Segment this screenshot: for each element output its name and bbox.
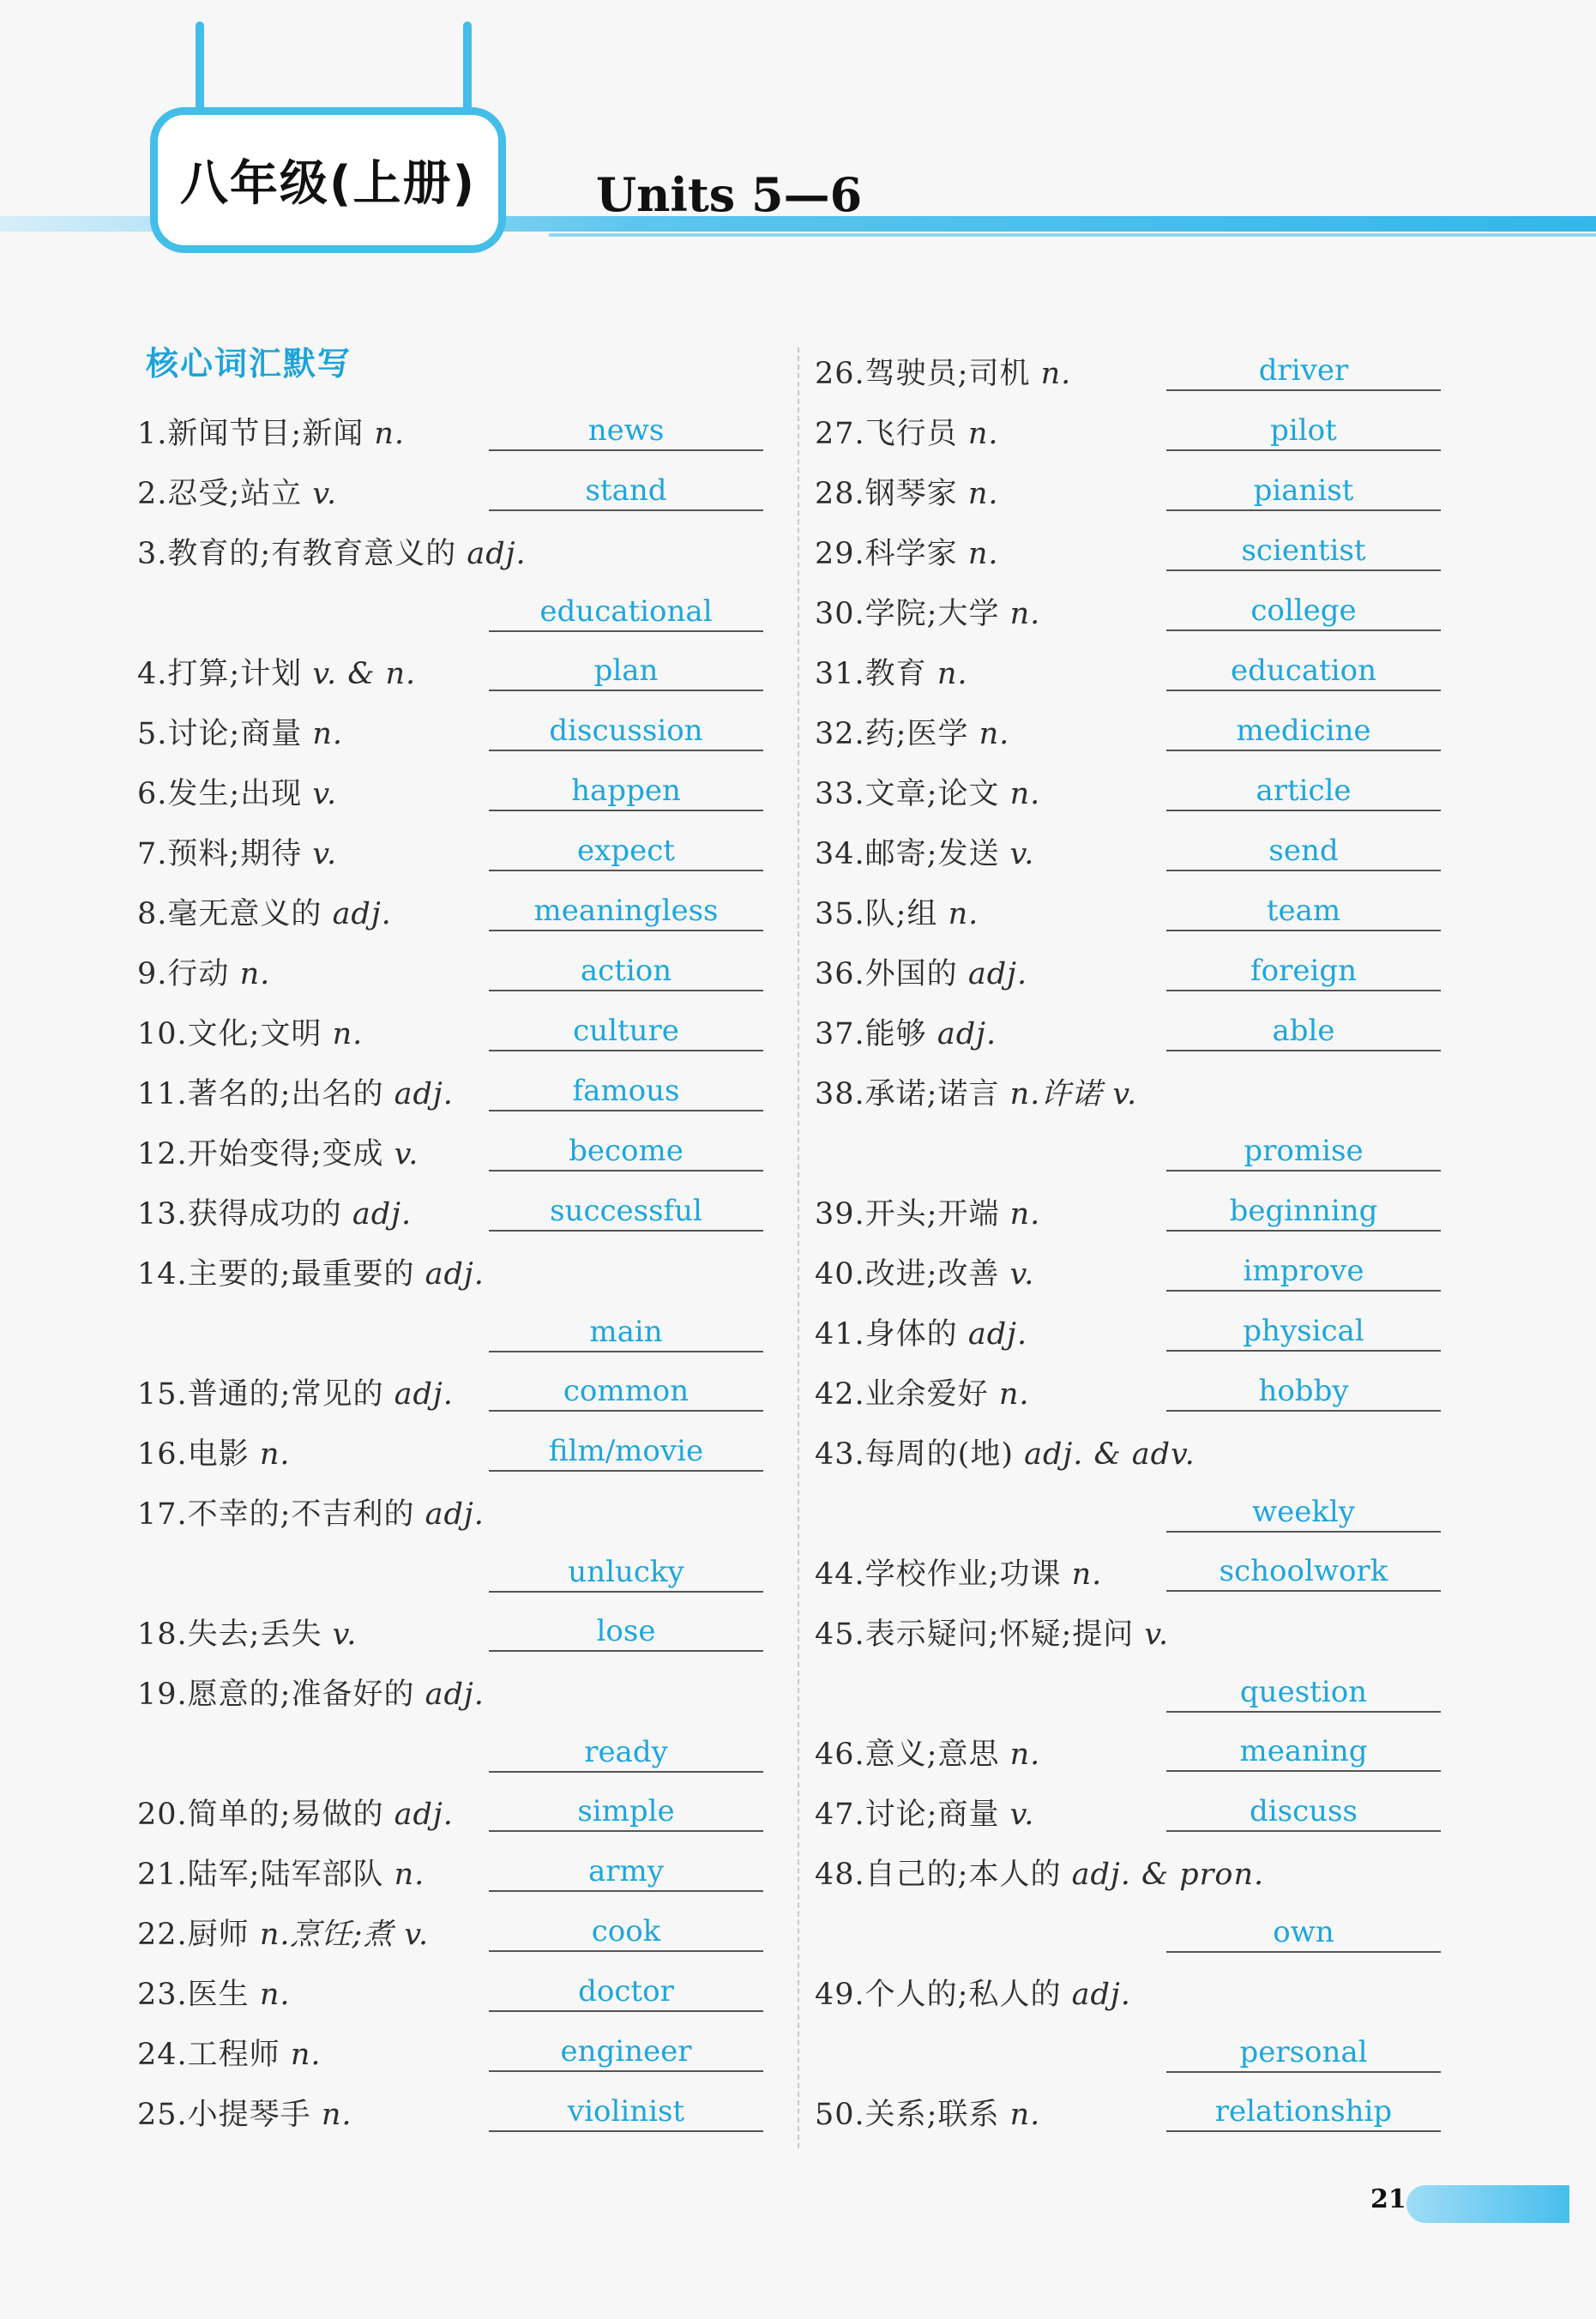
vocab-meaning: 小提琴手 <box>187 2098 311 2132</box>
vocab-number: 40. <box>815 1257 865 1292</box>
vocab-prompt <box>137 1851 425 1894</box>
vocab-prompt <box>137 1911 429 1954</box>
vocab-part-of-speech: adj. & pron. <box>1071 1858 1265 1892</box>
vocab-answer: pianist <box>1166 473 1441 511</box>
vocab-meaning: 学院;大学 <box>864 597 1000 631</box>
vocab-number: 33. <box>815 777 865 811</box>
vocab-part-of-speech: v. <box>1144 1617 1170 1652</box>
vocab-part-of-speech: n. <box>321 2098 352 2132</box>
vocab-prompt <box>815 350 1071 393</box>
vocab-prompt <box>815 1551 1102 1593</box>
vocab-part-of-speech: n. <box>1071 1557 1103 1592</box>
vocab-answer: foreign <box>1166 954 1441 991</box>
vocab-meaning: 邮寄;发送 <box>864 837 1000 871</box>
vocab-number: 5. <box>137 717 168 751</box>
vocab-prompt <box>815 1370 1030 1413</box>
vocab-answer: schoolwork <box>1166 1554 1441 1592</box>
vocab-answer: beginning <box>1166 1194 1441 1232</box>
vocab-prompt <box>815 590 1040 633</box>
vocab-number: 34. <box>815 837 865 871</box>
vocab-part-of-speech: n. <box>1009 1197 1041 1232</box>
vocab-number: 1. <box>137 417 168 451</box>
vocab-prompt <box>815 890 979 933</box>
vocab-prompt <box>137 1250 485 1293</box>
vocab-number: 17. <box>137 1497 188 1532</box>
vocab-prompt <box>137 1130 419 1173</box>
vocab-meaning: 表示疑问;怀疑;提问 <box>864 1617 1135 1652</box>
vocab-meaning: 飞行员 <box>864 417 958 451</box>
vocab-number: 19. <box>137 1678 188 1712</box>
vocab-meaning: 讨论;商量 <box>864 1798 1000 1832</box>
vocab-meaning: 承诺;诺言 <box>864 1077 1000 1111</box>
vocab-meaning: 医生 <box>187 1978 250 2012</box>
vocab-number: 30. <box>815 597 865 631</box>
grade-badge: 八年级(上册) <box>150 107 506 253</box>
vocab-prompt <box>137 1971 291 2014</box>
vocab-number: 47. <box>815 1798 865 1832</box>
vocab-part-of-speech: n. <box>1009 777 1041 811</box>
vocab-answer: hobby <box>1166 1374 1441 1412</box>
vocab-number: 46. <box>815 1738 865 1772</box>
vocab-answer: cook <box>489 1914 763 1952</box>
vocab-part-of-speech: v. <box>312 777 338 811</box>
footer-bar <box>1406 2185 1569 2223</box>
vocab-prompt <box>815 1851 1264 1894</box>
vocab-meaning: 预料;期待 <box>167 837 303 871</box>
vocab-answer: weekly <box>1166 1495 1441 1533</box>
vocab-meaning: 简单的;易做的 <box>187 1798 384 1832</box>
vocab-part-of-speech: n.烹饪;煮 v. <box>259 1918 430 1952</box>
vocab-meaning: 关系;联系 <box>864 2098 1000 2132</box>
vocab-number: 50. <box>815 2098 865 2132</box>
vocab-answer: doctor <box>489 1974 763 2012</box>
vocab-prompt <box>815 1310 1027 1353</box>
vocab-prompt <box>815 1010 997 1053</box>
vocab-prompt <box>815 530 999 573</box>
units-title: Units 5—6 <box>596 167 863 222</box>
vocab-answer: violinist <box>489 2094 763 2132</box>
vocab-number: 9. <box>137 957 168 991</box>
vocab-answer: common <box>489 1374 763 1412</box>
vocab-prompt <box>815 710 1009 753</box>
section-title: 核心词汇默写 <box>146 345 352 382</box>
vocab-answer: college <box>1166 593 1441 631</box>
vocab-number: 13. <box>137 1197 188 1232</box>
vocab-part-of-speech: n. <box>1009 1738 1041 1772</box>
vocab-number: 6. <box>137 777 168 811</box>
vocab-part-of-speech: adj. <box>425 1257 485 1292</box>
vocab-part-of-speech: n.许诺 v. <box>1009 1077 1138 1111</box>
vocab-prompt <box>815 1190 1040 1233</box>
vocab-number: 44. <box>815 1557 865 1592</box>
vocab-answer: plan <box>489 654 763 691</box>
vocab-number: 36. <box>815 957 865 991</box>
vocab-answer: promise <box>1166 1134 1441 1172</box>
vocab-part-of-speech: v. & n. <box>312 657 417 691</box>
vocab-part-of-speech: v. <box>312 837 338 871</box>
vocab-prompt <box>815 650 968 693</box>
vocab-prompt <box>137 1431 291 1473</box>
vocab-prompt <box>137 650 416 693</box>
vocab-number: 22. <box>137 1918 188 1952</box>
vocab-part-of-speech: adj. <box>425 1497 485 1532</box>
vocab-number: 4. <box>137 657 168 691</box>
vocab-answer: famous <box>489 1074 763 1111</box>
vocab-meaning: 不幸的;不吉利的 <box>187 1497 415 1532</box>
vocab-meaning: 著名的;出名的 <box>187 1077 384 1111</box>
vocab-answer: send <box>1166 834 1441 871</box>
vocab-part-of-speech: n. <box>948 897 979 931</box>
vocab-part-of-speech: n. <box>1009 597 1041 631</box>
vocab-meaning: 开头;开端 <box>864 1197 1000 1232</box>
vocab-number: 20. <box>137 1798 188 1832</box>
vocab-prompt <box>815 1791 1034 1834</box>
vocab-prompt <box>137 410 405 453</box>
vocab-answer: main <box>489 1315 763 1352</box>
vocab-part-of-speech: n. <box>998 1377 1030 1412</box>
column-divider <box>798 347 799 2148</box>
vocab-answer: improve <box>1166 1254 1441 1292</box>
vocab-meaning: 自己的;本人的 <box>864 1858 1062 1892</box>
vocab-answer: unlucky <box>489 1555 763 1593</box>
vocab-prompt <box>137 770 337 813</box>
vocab-answer: personal <box>1166 2035 1441 2073</box>
vocab-prompt <box>137 950 270 993</box>
vocab-meaning: 主要的;最重要的 <box>187 1257 415 1292</box>
vocab-part-of-speech: v. <box>312 477 338 511</box>
vocab-meaning: 开始变得;变成 <box>187 1137 384 1172</box>
vocab-meaning: 文章;论文 <box>864 777 1000 811</box>
vocab-part-of-speech: adj. <box>967 1317 1028 1352</box>
vocab-answer: meaningless <box>489 894 763 931</box>
vocab-meaning: 获得成功的 <box>187 1197 342 1232</box>
vocab-answer: driver <box>1166 353 1441 391</box>
vocab-answer: team <box>1166 894 1441 931</box>
vocab-part-of-speech: v. <box>1009 1257 1035 1292</box>
vocab-part-of-speech: adj. & adv. <box>1024 1437 1195 1472</box>
vocab-prompt <box>815 1611 1169 1653</box>
vocab-prompt <box>815 950 1027 993</box>
page-number: 21 <box>1370 2184 1406 2214</box>
vocab-meaning: 发生;出现 <box>167 777 303 811</box>
vocab-prompt <box>815 1070 1137 1113</box>
vocab-meaning: 行动 <box>167 957 230 991</box>
vocab-prompt <box>815 1971 1131 2014</box>
vocab-prompt <box>137 1611 357 1653</box>
vocab-number: 14. <box>137 1257 188 1292</box>
vocab-meaning: 队;组 <box>864 897 938 931</box>
vocab-meaning: 忍受;站立 <box>167 477 303 511</box>
vocab-answer: stand <box>489 473 763 511</box>
vocab-part-of-speech: n. <box>259 1437 291 1472</box>
vocab-part-of-speech: adj. <box>937 1017 997 1051</box>
vocab-meaning: 身体的 <box>864 1317 958 1352</box>
vocab-prompt <box>137 1671 485 1714</box>
vocab-meaning: 讨论;商量 <box>167 717 303 751</box>
vocab-prompt <box>815 1731 1040 1774</box>
vocab-number: 2. <box>137 477 168 511</box>
vocab-part-of-speech: v. <box>332 1617 358 1652</box>
vocab-part-of-speech: adj. <box>394 1077 454 1111</box>
vocab-part-of-speech: v. <box>394 1137 419 1172</box>
vocab-prompt <box>137 1010 363 1053</box>
vocab-answer: happen <box>489 774 763 811</box>
vocab-part-of-speech: v. <box>1009 1798 1035 1832</box>
vocab-number: 21. <box>137 1858 188 1892</box>
vocab-number: 11. <box>137 1077 188 1111</box>
vocab-answer: educational <box>489 594 763 632</box>
vocab-meaning: 新闻节目;新闻 <box>167 417 364 451</box>
vocab-number: 27. <box>815 417 865 451</box>
vocab-meaning: 工程师 <box>187 2038 280 2072</box>
vocab-answer: education <box>1166 654 1441 691</box>
vocab-number: 25. <box>137 2098 188 2132</box>
vocab-part-of-speech: n. <box>239 957 271 991</box>
vocab-answer: army <box>489 1854 763 1892</box>
vocab-prompt <box>137 530 527 573</box>
vocab-number: 8. <box>137 897 168 931</box>
vocab-number: 28. <box>815 477 865 511</box>
vocab-part-of-speech: n. <box>312 717 344 751</box>
vocab-meaning: 改进;改善 <box>864 1257 1000 1292</box>
vocab-meaning: 文化;文明 <box>187 1017 322 1051</box>
vocab-number: 18. <box>137 1617 188 1652</box>
vocab-part-of-speech: n. <box>967 477 999 511</box>
vocab-meaning: 普通的;常见的 <box>187 1377 384 1412</box>
vocab-part-of-speech: n. <box>1040 357 1072 391</box>
vocab-answer: article <box>1166 774 1441 811</box>
vocab-meaning: 业余爱好 <box>864 1377 989 1412</box>
vocab-prompt <box>815 1431 1195 1473</box>
vocab-part-of-speech: adj. <box>394 1798 454 1832</box>
vocab-answer: news <box>489 413 763 451</box>
vocab-prompt <box>815 770 1040 813</box>
vocab-number: 45. <box>815 1617 865 1652</box>
vocab-number: 12. <box>137 1137 188 1172</box>
vocab-answer: question <box>1166 1675 1441 1713</box>
vocab-meaning: 能够 <box>864 1017 927 1051</box>
vocab-meaning: 学校作业;功课 <box>864 1557 1062 1592</box>
vocab-prompt <box>137 1070 454 1113</box>
page-header <box>0 0 1596 283</box>
vocab-part-of-speech: adj. <box>967 957 1028 991</box>
vocab-answer: meaning <box>1166 1734 1441 1772</box>
vocab-meaning: 教育 <box>864 657 927 691</box>
vocab-number: 42. <box>815 1377 865 1412</box>
vocab-meaning: 驾驶员;司机 <box>864 357 1031 391</box>
vocab-part-of-speech: n. <box>979 717 1010 751</box>
vocab-prompt <box>137 2031 322 2074</box>
vocab-meaning: 钢琴家 <box>864 477 958 511</box>
vocab-meaning: 药;医学 <box>864 717 969 751</box>
vocab-meaning: 失去;丢失 <box>187 1617 322 1652</box>
vocab-meaning: 毫无意义的 <box>167 897 322 931</box>
vocab-answer: successful <box>489 1194 763 1232</box>
vocab-part-of-speech: n. <box>374 417 406 451</box>
vocab-part-of-speech: v. <box>1009 837 1035 871</box>
vocab-meaning: 意义;意思 <box>864 1738 1000 1772</box>
vocab-prompt <box>815 2091 1040 2134</box>
vocab-number: 35. <box>815 897 865 931</box>
vocab-number: 29. <box>815 537 865 571</box>
vocab-number: 48. <box>815 1858 865 1892</box>
vocab-answer: engineer <box>489 2034 763 2072</box>
vocab-number: 16. <box>137 1437 188 1472</box>
vocab-meaning: 外国的 <box>864 957 958 991</box>
vocab-answer: simple <box>489 1794 763 1832</box>
vocab-number: 26. <box>815 357 865 391</box>
vocab-meaning: 陆军;陆军部队 <box>187 1858 384 1892</box>
vocab-prompt <box>137 1791 454 1834</box>
vocab-answer: scientist <box>1166 533 1441 571</box>
vocab-meaning: 每周的(地) <box>864 1437 1014 1472</box>
vocab-number: 43. <box>815 1437 865 1472</box>
vocab-answer: culture <box>489 1014 763 1051</box>
vocab-prompt <box>137 1491 485 1533</box>
vocab-prompt <box>815 410 999 453</box>
vocab-prompt <box>815 1250 1034 1293</box>
vocab-number: 10. <box>137 1017 188 1051</box>
vocab-answer: own <box>1166 1915 1441 1953</box>
vocab-answer: discussion <box>489 714 763 751</box>
vocab-answer: physical <box>1166 1314 1441 1352</box>
vocab-meaning: 个人的;私人的 <box>864 1978 1062 2012</box>
vocab-answer: discuss <box>1166 1794 1441 1832</box>
vocab-answer: lose <box>489 1614 763 1652</box>
vocab-meaning: 教育的;有教育意义的 <box>167 537 457 571</box>
vocab-prompt <box>137 1190 412 1233</box>
vocab-prompt <box>137 1370 454 1413</box>
vocab-meaning: 愿意的;准备好的 <box>187 1678 415 1712</box>
vocab-part-of-speech: adj. <box>394 1377 454 1412</box>
vocab-number: 32. <box>815 717 865 751</box>
vocab-meaning: 打算;计划 <box>167 657 303 691</box>
vocab-part-of-speech: n. <box>259 1978 291 2012</box>
vocab-number: 3. <box>137 537 168 571</box>
vocab-answer: pilot <box>1166 413 1441 451</box>
vocab-number: 39. <box>815 1197 865 1232</box>
vocab-part-of-speech: n. <box>332 1017 364 1051</box>
vocab-number: 24. <box>137 2038 188 2072</box>
vocab-prompt <box>137 890 392 933</box>
vocab-answer: become <box>489 1134 763 1172</box>
vocab-part-of-speech: n. <box>967 537 999 571</box>
vocab-part-of-speech: n. <box>1009 2098 1041 2132</box>
vocab-part-of-speech: adj. <box>332 897 392 931</box>
vocab-number: 38. <box>815 1077 865 1111</box>
vocab-prompt <box>137 830 337 873</box>
vocab-answer: medicine <box>1166 714 1441 751</box>
vocab-number: 15. <box>137 1377 188 1412</box>
vocab-prompt <box>815 830 1034 873</box>
vocab-answer: expect <box>489 834 763 871</box>
vocab-number: 7. <box>137 837 168 871</box>
vocab-part-of-speech: adj. <box>1071 1978 1131 2012</box>
vocab-part-of-speech: n. <box>967 417 999 451</box>
vocab-part-of-speech: n. <box>394 1858 425 1892</box>
vocab-answer: able <box>1166 1014 1441 1051</box>
vocab-meaning: 科学家 <box>864 537 958 571</box>
vocab-number: 41. <box>815 1317 865 1352</box>
vocab-meaning: 厨师 <box>187 1918 250 1952</box>
vocab-part-of-speech: adj. <box>352 1197 413 1232</box>
vocab-part-of-speech: n. <box>937 657 968 691</box>
vocab-part-of-speech: n. <box>290 2038 322 2072</box>
vocab-prompt <box>815 470 999 513</box>
vocab-prompt <box>137 710 343 753</box>
vocab-answer: relationship <box>1166 2094 1441 2132</box>
vocab-number: 49. <box>815 1978 865 2012</box>
vocab-answer: film/movie <box>489 1434 763 1472</box>
vocab-part-of-speech: adj. <box>425 1678 485 1712</box>
vocab-answer: ready <box>489 1735 763 1773</box>
vocab-number: 31. <box>815 657 865 691</box>
vocab-part-of-speech: adj. <box>467 537 527 571</box>
header-strip-thin <box>549 233 1596 237</box>
vocab-prompt <box>137 2091 352 2134</box>
vocab-prompt <box>137 470 337 513</box>
vocab-answer: action <box>489 954 763 991</box>
vocab-number: 37. <box>815 1017 865 1051</box>
vocab-number: 23. <box>137 1978 188 2012</box>
vocab-meaning: 电影 <box>187 1437 250 1472</box>
